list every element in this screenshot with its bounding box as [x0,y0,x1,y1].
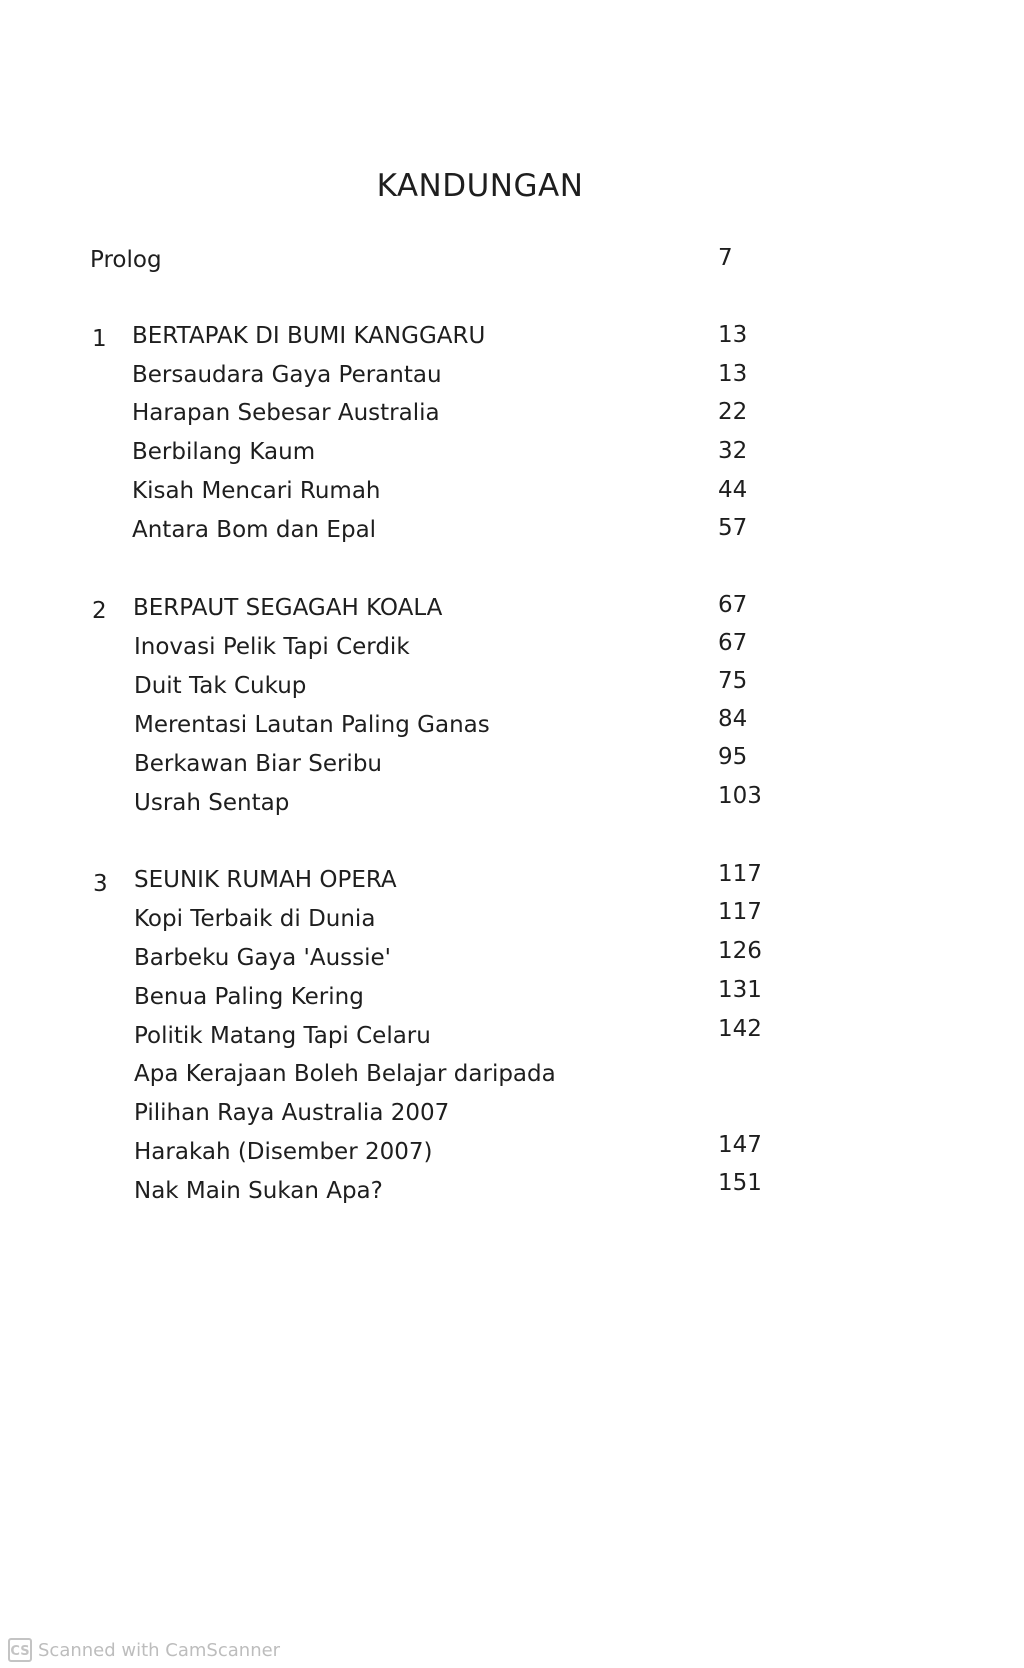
section-page: 67 [718,630,748,656]
section-title: Nak Main Sukan Apa? [134,1178,383,1204]
section-title: Merentasi Lautan Paling Ganas [134,712,490,738]
section-page: 142 [718,1016,762,1042]
page-title: KANDUNGAN [376,168,584,204]
section-title: Kopi Terbaik di Dunia [134,906,376,932]
section-page: 117 [718,899,762,925]
camscanner-logo-icon: CS [8,1638,32,1662]
section-title: Barbeku Gaya 'Aussie' [134,945,391,971]
section-title: Harapan Sebesar Australia [132,400,440,426]
toc-entry-prolog: Prolog [90,247,162,273]
chapter-number: 1 [92,326,107,352]
camscanner-watermark [8,1638,280,1662]
watermark-text: Scanned with CamScanner [38,1639,281,1661]
section-title: Harakah (Disember 2007) [134,1139,433,1165]
section-title: Benua Paling Kering [134,984,364,1010]
section-page: 95 [718,744,748,770]
chapter-title: SEUNIK RUMAH OPERA [134,867,397,893]
chapter-title: BERTAPAK DI BUMI KANGGARU [132,323,486,349]
chapter-number: 3 [93,871,108,897]
section-title: Politik Matang Tapi Celaru [134,1023,431,1049]
section-page: 151 [718,1170,762,1196]
chapter-page: 13 [718,322,748,348]
section-page: 22 [718,399,748,425]
chapter-title: BERPAUT SEGAGAH KOALA [133,595,443,621]
section-page: 44 [718,477,748,503]
toc-page-prolog: 7 [718,245,733,271]
section-page: 75 [718,668,748,694]
chapter-page: 67 [718,592,748,618]
section-page: 147 [718,1132,762,1158]
section-page: 32 [718,438,748,464]
section-page: 126 [718,938,762,964]
section-title: Berbilang Kaum [132,439,316,465]
section-title: Inovasi Pelik Tapi Cerdik [134,634,410,660]
section-page: 131 [718,977,762,1003]
section-title: Bersaudara Gaya Perantau [132,362,442,388]
section-page: 57 [718,515,748,541]
section-title: Kisah Mencari Rumah [132,478,381,504]
chapter-number: 2 [92,598,107,624]
section-title: Antara Bom dan Epal [132,517,377,543]
section-title: Duit Tak Cukup [134,673,307,699]
section-title: Pilihan Raya Australia 2007 [134,1100,450,1126]
section-title: Usrah Sentap [134,790,290,816]
section-title: Berkawan Biar Seribu [134,751,382,777]
section-page: 13 [718,361,748,387]
section-page: 103 [718,783,762,809]
section-title: Apa Kerajaan Boleh Belajar daripada [134,1061,556,1087]
section-page: 84 [718,706,748,732]
chapter-page: 117 [718,861,762,887]
